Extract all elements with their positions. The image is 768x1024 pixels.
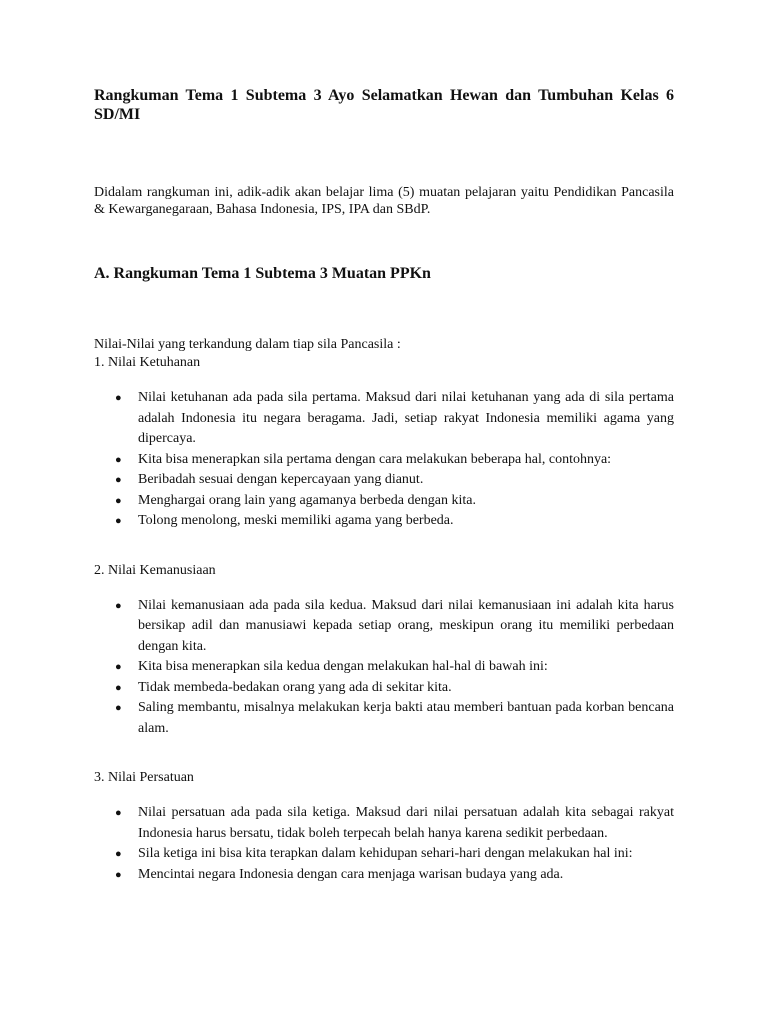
list-item [115,596,674,658]
list-item-text: Tidak membeda-bedakan orang yang ada di sekitar kita. [138,679,452,695]
list-item [115,698,674,739]
bullet-icon: ● [115,494,122,507]
bullet-icon: ● [115,453,122,466]
list-item [115,491,674,512]
list-item [115,388,674,450]
bullet-icon: ● [115,681,122,694]
list-item-text: Kita bisa menerapkan sila pertama dengan cara melakukan beberapa hal, contohnya: [138,451,612,467]
bullet-icon: ● [115,661,122,673]
list-item-text: Beribadah sesuai dengan kepercayaan yang dianut. [138,472,424,487]
list-item [115,844,674,865]
intro-paragraph: Didalam rangkuman ini, adik-adik akan belajar lima (5) muatan pelajaran yaitu Pendidikan Pancasila & Kewarganegaraan, Bahasa Indonesia, IPS, IPA dan SBdP. [94,185,674,217]
list-item [115,678,674,699]
list-item-text: Sila ketiga ini bisa kita terapkan dalam kehidupan sehari-hari dengan melakukan hal ini: [138,846,633,861]
list-item [115,450,674,471]
subheading-nilai-kemanusiaan: 2. Nilai Kemanusiaan [94,562,216,578]
list-item [115,657,674,678]
bullet-icon: ● [115,868,122,881]
pancasila-values-lead: Nilai-Nilai yang terkandung dalam tiap sila Pancasila : [94,337,401,352]
list-item [115,470,674,491]
list-item-text: Saling membantu, misalnya melakukan kerja bakti atau memberi bantuan pada korban bencana alam. [138,700,674,736]
subheading-nilai-ketuhanan: 1. Nilai Ketuhanan [94,355,201,370]
section-heading-ppkn: A. Rangkuman Tema 1 Subtema 3 Muatan PPKn [94,265,431,282]
list-item-text: Tolong menolong, meski memiliki agama yang berbeda. [138,513,454,528]
bullet-icon: ● [115,848,122,860]
list-item [115,511,674,532]
bullet-icon: ● [115,392,122,404]
bullet-list-kemanusiaan [94,596,674,740]
bullet-icon: ● [115,599,122,612]
list-item-text: Nilai persatuan ada pada sila ketiga. Maksud dari nilai persatuan adalah kita sebagai rakyat Indonesia harus bersatu, tidak boleh terpecah belah hanya karena sedikit perbedaan. [138,805,674,841]
bullet-list-persatuan [94,803,674,885]
list-item-text: Kita bisa menerapkan sila kedua dengan melakukan hal-hal di bawah ini: [138,659,548,674]
list-item-text: Nilai kemanusiaan ada pada sila kedua. Maksud dari nilai kemanusiaan ini adalah kita harus bersikap adil dan manusiawi kepada setiap orang, meskipun orang itu memiliki perbedaan dengan kita. [138,597,674,654]
list-item [115,865,674,886]
list-item [115,803,674,844]
bullet-icon: ● [115,807,122,819]
bullet-icon: ● [115,515,122,527]
list-item-text: Mencintai negara Indonesia dengan cara menjaga warisan budaya yang ada. [138,866,564,882]
bullet-icon: ● [115,474,122,486]
bullet-list-ketuhanan [94,388,674,532]
list-item-text: Menghargai orang lain yang agamanya berbeda dengan kita. [138,492,476,508]
bullet-icon: ● [115,702,122,714]
document-title: Rangkuman Tema 1 Subtema 3 Ayo Selamatkan Hewan dan Tumbuhan Kelas 6 SD/MI [94,87,674,123]
list-item-text: Nilai ketuhanan ada pada sila pertama. Maksud dari nilai ketuhanan yang ada di sila pertama adalah Indonesia itu negara beragama. Jadi, setiap rakyat Indonesia memiliki agama yang dipercaya. [138,390,674,446]
subheading-nilai-persatuan: 3. Nilai Persatuan [94,770,194,785]
